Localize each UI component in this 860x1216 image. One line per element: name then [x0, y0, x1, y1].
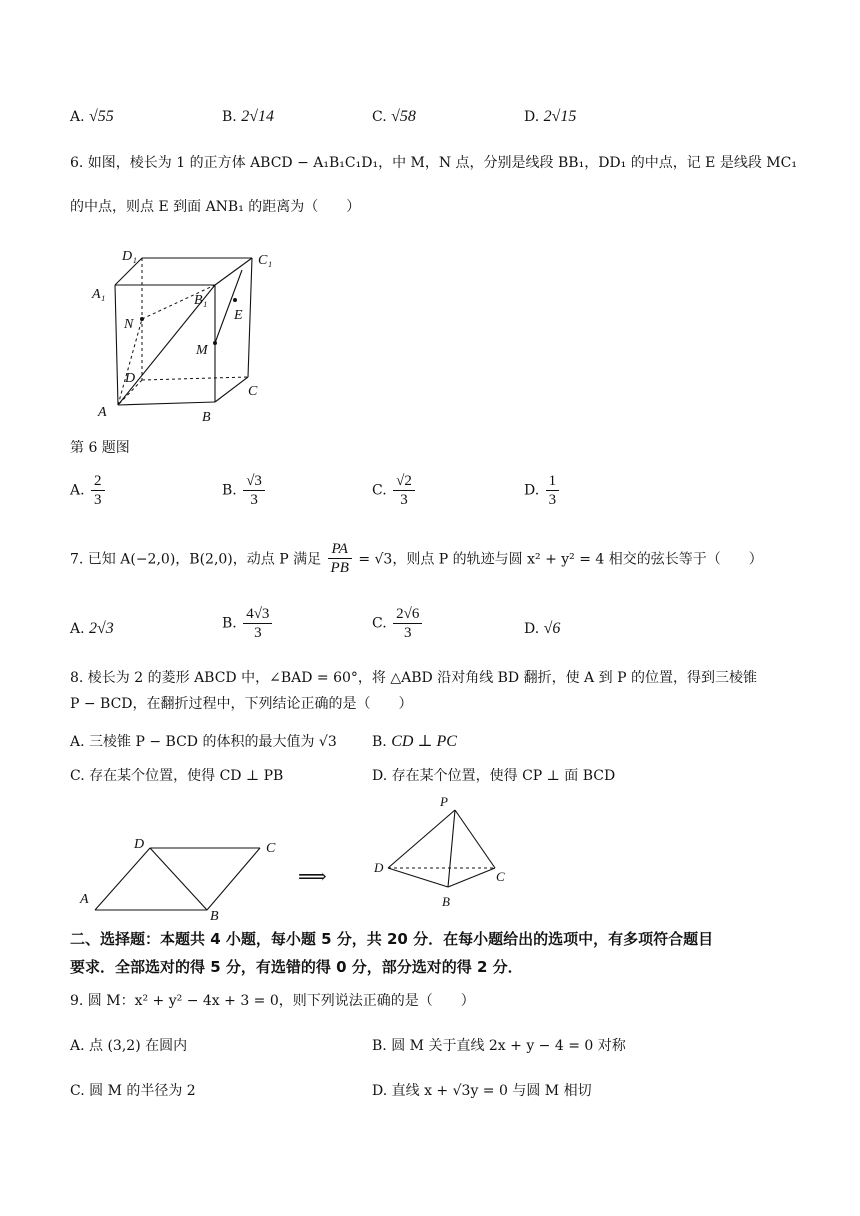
fraction	[393, 605, 422, 642]
denominator: 3	[548, 492, 557, 508]
option-text: 存在某个位置，使得 CD ⊥ PB	[89, 768, 284, 784]
numerator: √3	[243, 472, 265, 491]
label-c-right: C	[496, 869, 505, 884]
q8-stem-line2: P − BCD，在翻折过程中，下列结论正确的是（ ）	[70, 696, 413, 712]
option-letter: A.	[70, 482, 85, 499]
option-text: 存在某个位置，使得 CP ⊥ 面 BCD	[391, 768, 616, 784]
option-text: 直线 x + √3y = 0 与圆 M 相切	[391, 1083, 592, 1099]
q9-option-b	[372, 1035, 626, 1055]
fraction	[243, 472, 265, 509]
label-a: A	[80, 892, 89, 907]
option-letter: B.	[222, 109, 237, 125]
denominator: 3	[254, 625, 262, 641]
label-b: B	[202, 410, 211, 425]
q5-option-a	[70, 108, 114, 126]
label-c1: C₁	[258, 253, 273, 268]
denominator: 3	[250, 492, 258, 508]
option-letter: C.	[70, 768, 85, 784]
edge-pd	[388, 810, 455, 868]
numerator: 1	[546, 472, 560, 491]
option-letter: C.	[372, 482, 387, 499]
option-letter: C.	[372, 615, 387, 632]
label-b-right: B	[442, 894, 450, 909]
fraction	[91, 472, 105, 509]
q8-fold-figure	[70, 790, 530, 925]
label-e: E	[234, 308, 243, 323]
option-letter: C.	[70, 1083, 85, 1099]
option-text: √58	[391, 108, 416, 125]
q8-option-b	[372, 731, 457, 751]
q7-option-a	[70, 620, 114, 638]
hidden-edge	[142, 377, 248, 380]
q5-option-c	[372, 108, 416, 126]
fraction	[243, 605, 272, 642]
fold-arrow: ⟹	[298, 866, 327, 888]
numerator: 4√3	[243, 605, 272, 624]
q5-option-b	[222, 108, 274, 126]
option-letter: A.	[70, 734, 85, 750]
edge-db	[150, 848, 207, 910]
label-d-right: D	[374, 860, 384, 875]
q7-suffix: = √3，则点 P 的轨迹与圆 x² + y² = 4 相交的弦长等于（ ）	[358, 551, 763, 568]
option-letter: A.	[70, 621, 85, 637]
option-letter: B.	[372, 734, 387, 750]
point-n	[140, 317, 144, 321]
edge-ad	[95, 848, 150, 910]
option-letter: D.	[524, 621, 540, 637]
edge-cb	[207, 848, 260, 910]
q6-stem-line1: 6. 如图，棱长为 1 的正方体 ABCD − A₁B₁C₁D₁，中 M，N 点，分别是线段 BB₁，DD₁ 的中点，记 E 是线段 MC₁	[70, 155, 797, 171]
option-text: 圆 M 的半径为 2	[89, 1083, 196, 1099]
fraction	[546, 472, 560, 509]
option-text: √55	[89, 108, 114, 125]
q6-stem-line2: 的中点，则点 E 到面 ANB₁ 的距离为（ ）	[70, 199, 361, 215]
edge-db	[388, 868, 448, 887]
q5-option-d	[524, 108, 576, 126]
edge	[215, 270, 242, 343]
q8-option-d	[372, 765, 615, 785]
point-e	[233, 298, 237, 302]
q9-option-a	[70, 1035, 187, 1055]
section-2-heading-line1: 二、选择题：本题共 4 小题，每小题 5 分，共 20 分．在每小题给出的选项中，有多项符合题目	[70, 930, 714, 948]
option-letter: D.	[524, 482, 540, 499]
numerator: 2	[91, 472, 105, 491]
option-letter: C.	[372, 109, 387, 125]
label-c: C	[266, 841, 276, 856]
fraction	[393, 472, 415, 509]
q8-option-a	[70, 731, 337, 751]
label-a: A	[98, 405, 107, 420]
label-d: D	[125, 371, 136, 386]
option-text: 2√14	[241, 108, 274, 125]
option-text: CD ⊥ PC	[391, 733, 457, 750]
edge	[118, 402, 215, 405]
label-b1: B₁	[194, 293, 208, 308]
q6-cube-figure	[80, 240, 300, 430]
option-letter: A.	[70, 109, 85, 125]
label-b: B	[210, 909, 219, 924]
option-text: 2√3	[89, 620, 114, 637]
option-letter: A.	[70, 1038, 85, 1054]
point-m	[213, 341, 217, 345]
q7-prefix: 7. 已知 A(−2,0)，B(2,0)，动点 P 满足	[70, 551, 322, 568]
edge	[115, 285, 118, 405]
option-letter: D.	[372, 1083, 388, 1099]
q7-option-b	[222, 605, 274, 642]
edge-pb	[448, 810, 455, 887]
option-text: 点 (3,2) 在圆内	[89, 1038, 188, 1054]
q9-stem: 9. 圆 M：x² + y² − 4x + 3 = 0，则下列说法正确的是（ ）	[70, 993, 475, 1009]
option-text: 三棱锥 P − BCD 的体积的最大值为 √3	[89, 734, 337, 750]
label-d: D	[134, 837, 145, 852]
label-c: C	[248, 384, 258, 399]
label-n: N	[124, 317, 134, 332]
q7-option-d	[524, 620, 560, 638]
q9-option-c	[70, 1080, 196, 1100]
label-a1: A₁	[92, 287, 106, 302]
denominator: 3	[94, 492, 102, 508]
label-m: M	[196, 343, 208, 358]
edge	[215, 377, 248, 402]
edge-bc	[448, 868, 495, 887]
section-2-heading-line2: 要求．全部选对的得 5 分，有选错的得 0 分，部分选对的得 2 分．	[70, 958, 523, 976]
option-text: 2√15	[543, 108, 577, 125]
option-text: 圆 M 关于直线 2x + y − 4 = 0 对称	[391, 1038, 626, 1054]
numerator: PA	[328, 540, 352, 559]
option-letter: D.	[524, 109, 540, 125]
numerator: √2	[393, 472, 415, 491]
q7-option-c	[372, 605, 424, 642]
label-p: P	[440, 794, 448, 809]
q7-ratio-fraction	[328, 540, 352, 577]
option-letter: B.	[222, 615, 237, 632]
denominator: 3	[400, 492, 408, 508]
q6-option-b	[222, 472, 267, 509]
option-letter: D.	[372, 768, 388, 784]
option-letter: B.	[372, 1038, 387, 1054]
denominator: PB	[330, 560, 349, 576]
option-text: √6	[543, 620, 561, 637]
label-d1: D₁	[122, 249, 137, 264]
q6-option-a	[70, 472, 107, 509]
q6-option-c	[372, 472, 417, 509]
denominator: 3	[403, 625, 412, 641]
edge	[215, 258, 252, 285]
q6-option-d	[524, 472, 561, 509]
q9-option-d	[372, 1080, 592, 1100]
q6-figure-caption: 第 6 题图	[70, 440, 130, 456]
q8-stem-line1: 8. 棱长为 2 的菱形 ABCD 中，∠BAD = 60°，将 △ABD 沿对角线 BD 翻折，使 A 到 P 的位置，得到三棱锥	[70, 670, 757, 686]
edge	[248, 258, 252, 377]
numerator: 2√6	[393, 605, 422, 624]
q8-option-c	[70, 765, 283, 785]
edge-pc	[455, 810, 495, 868]
q7-stem	[70, 540, 763, 577]
option-letter: B.	[222, 482, 237, 499]
